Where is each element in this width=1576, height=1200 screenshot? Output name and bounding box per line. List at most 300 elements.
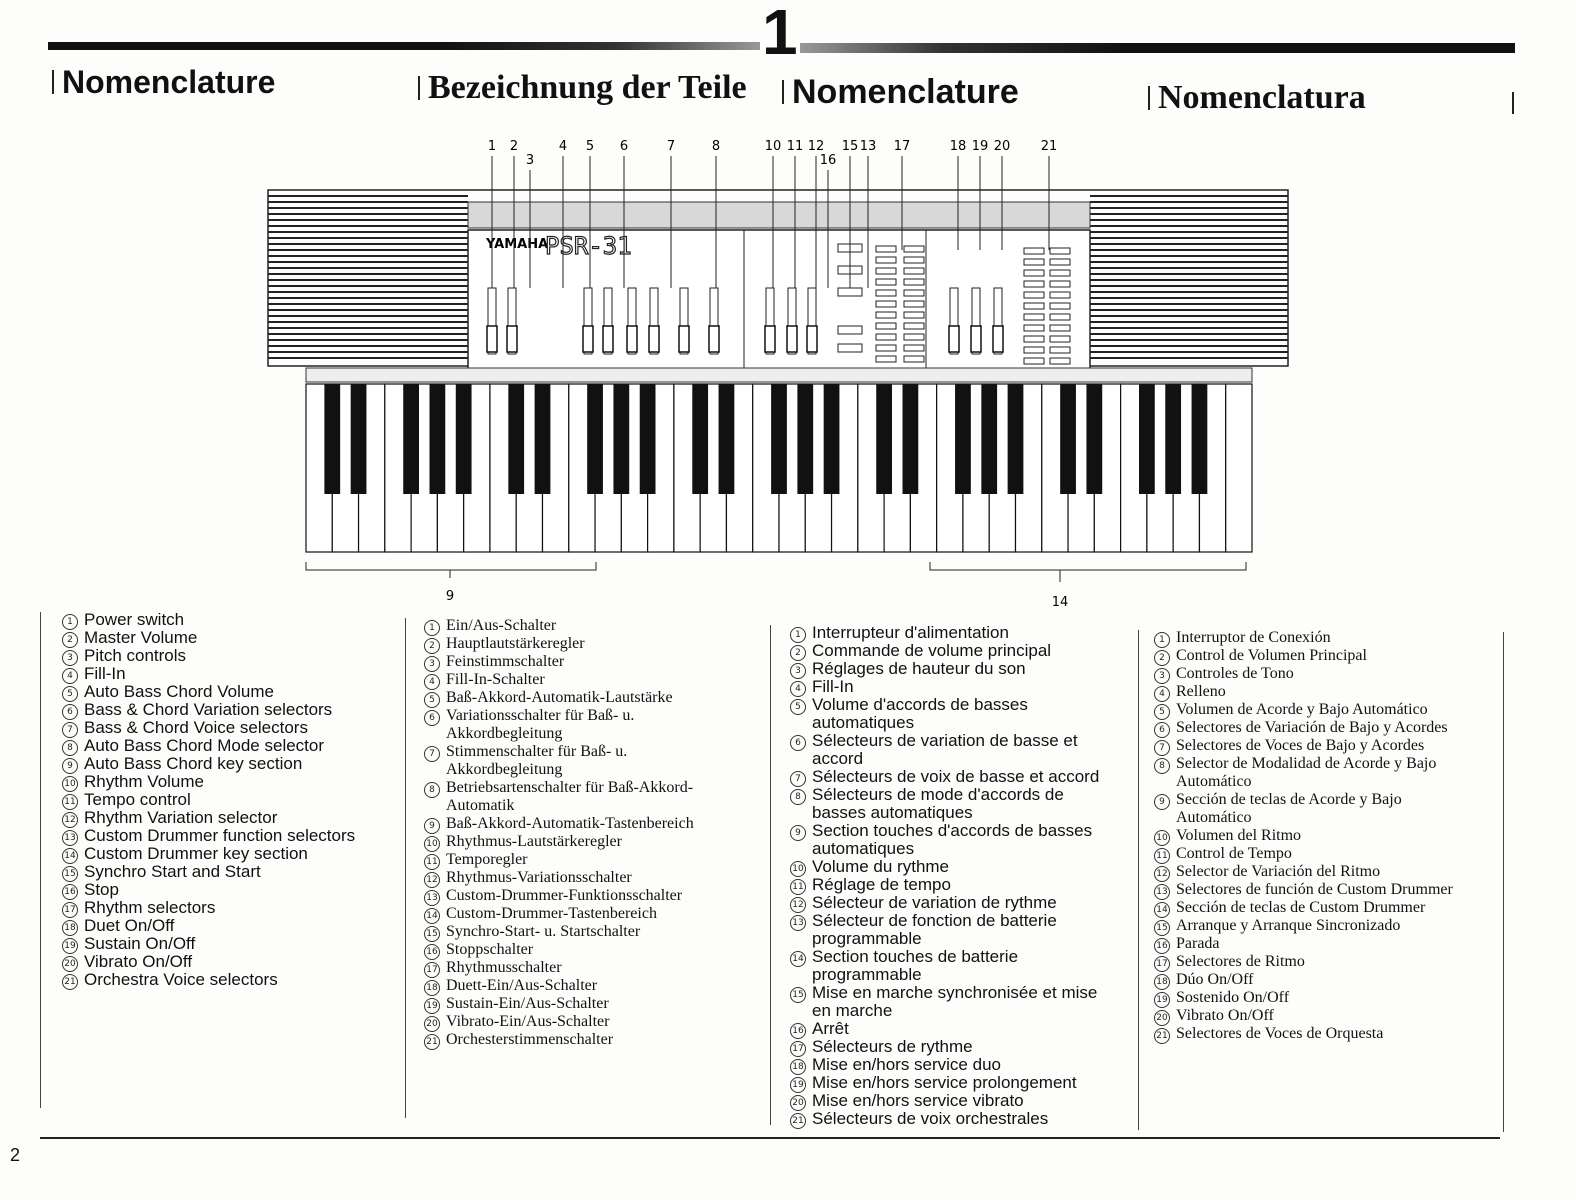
rhythm-button bbox=[904, 323, 924, 329]
column-divider bbox=[405, 618, 406, 1118]
item-label: Tempo control bbox=[84, 790, 191, 809]
item-label: Duet On/Off bbox=[84, 916, 175, 935]
item-number-icon: 5 bbox=[424, 692, 440, 708]
item-number-icon: 17 bbox=[1154, 956, 1170, 972]
orchestra-voice-button bbox=[1050, 292, 1070, 298]
item-label: Volume du rythme bbox=[812, 857, 950, 876]
list-item bbox=[62, 809, 355, 827]
callout-number-label: 15 bbox=[841, 139, 859, 154]
item-label: Stoppschalter bbox=[446, 941, 534, 958]
item-label: Variationsschalter für Baß- u. bbox=[446, 707, 635, 724]
item-number-icon: 11 bbox=[790, 879, 806, 895]
black-key bbox=[324, 384, 340, 494]
orchestra-voice-button bbox=[1024, 347, 1044, 353]
item-number-icon: 1 bbox=[62, 614, 78, 630]
item-number-icon: 8 bbox=[424, 782, 440, 798]
list-item bbox=[790, 858, 1099, 876]
item-label: Selectores de Variación de Bajo y Acordes bbox=[1176, 719, 1448, 736]
black-key bbox=[430, 384, 446, 494]
item-label-continuation: Automático bbox=[1176, 773, 1252, 790]
item-label: Synchro Start and Start bbox=[84, 862, 261, 881]
bracket-section-9 bbox=[306, 562, 596, 578]
item-label: Master Volume bbox=[84, 628, 198, 647]
item-number-icon: 9 bbox=[790, 825, 806, 841]
list-item bbox=[1154, 899, 1453, 917]
item-label-continuation: Automatik bbox=[446, 797, 515, 814]
item-number-icon: 16 bbox=[424, 944, 440, 960]
slider-knob bbox=[487, 326, 497, 352]
orchestra-voice-button bbox=[1050, 270, 1070, 276]
function-button bbox=[838, 326, 862, 334]
item-label: Control de Tempo bbox=[1176, 845, 1292, 862]
rhythm-button bbox=[876, 312, 896, 318]
black-key bbox=[403, 384, 419, 494]
item-number-icon: 1 bbox=[790, 627, 806, 643]
item-number-icon: 21 bbox=[790, 1113, 806, 1129]
model-logo: PSR-31 bbox=[545, 232, 632, 260]
callout-number-label: 21 bbox=[1040, 139, 1058, 154]
list-item bbox=[424, 653, 694, 671]
item-label: Rhythm Volume bbox=[84, 772, 204, 791]
item-number-icon: 6 bbox=[790, 735, 806, 751]
callout-number-label: 7 bbox=[666, 139, 676, 154]
orchestra-voice-button bbox=[1024, 259, 1044, 265]
item-label: Custom-Drummer-Tastenbereich bbox=[446, 905, 657, 922]
item-label: Vibrato On/Off bbox=[1176, 1007, 1274, 1024]
list-item bbox=[62, 773, 355, 791]
item-number-icon: 14 bbox=[1154, 902, 1170, 918]
slider-knob bbox=[507, 326, 517, 352]
list-item bbox=[62, 629, 355, 647]
item-number-icon: 2 bbox=[790, 645, 806, 661]
item-number-icon: 20 bbox=[424, 1016, 440, 1032]
item-label-continuation: automatiques bbox=[812, 713, 915, 732]
item-number-icon: 6 bbox=[62, 704, 78, 720]
item-label: Sélecteur de fonction de batterie bbox=[812, 911, 1057, 930]
item-label: Arrêt bbox=[812, 1019, 849, 1038]
callout-number-label: 18 bbox=[949, 139, 967, 154]
item-number-icon: 18 bbox=[790, 1059, 806, 1075]
orchestra-voice-button bbox=[1050, 347, 1070, 353]
list-item bbox=[62, 953, 355, 971]
item-number-icon: 15 bbox=[424, 926, 440, 942]
black-key bbox=[1060, 384, 1076, 494]
item-number-icon: 7 bbox=[790, 771, 806, 787]
slider-knob bbox=[603, 326, 613, 352]
list-item bbox=[424, 869, 694, 887]
item-label-continuation: accord bbox=[812, 749, 864, 768]
list-item bbox=[424, 617, 694, 635]
list-item bbox=[1154, 917, 1453, 935]
list-item bbox=[1154, 971, 1453, 989]
item-label: Stop bbox=[84, 880, 119, 899]
top-grille-strip bbox=[468, 202, 1090, 228]
list-spanish bbox=[1154, 629, 1453, 1043]
slider-knob bbox=[649, 326, 659, 352]
item-number-icon: 12 bbox=[1154, 866, 1170, 882]
column-edge-mark bbox=[1512, 92, 1514, 114]
list-item bbox=[1154, 935, 1453, 953]
item-label: Vibrato On/Off bbox=[84, 952, 193, 971]
item-label: Sustain On/Off bbox=[84, 934, 196, 953]
list-item bbox=[62, 701, 355, 719]
callout-number-label: 19 bbox=[971, 139, 989, 154]
rhythm-button bbox=[876, 290, 896, 296]
heading-french: Nomenclature bbox=[792, 73, 1019, 111]
black-key bbox=[1008, 384, 1024, 494]
orchestra-voice-button bbox=[1024, 325, 1044, 331]
item-number-icon: 18 bbox=[62, 920, 78, 936]
slider-knob bbox=[807, 326, 817, 352]
callout-number-label: 17 bbox=[893, 139, 911, 154]
item-number-icon: 7 bbox=[1154, 740, 1170, 756]
item-label-continuation: basses automatiques bbox=[812, 803, 973, 822]
bottom-rule bbox=[40, 1137, 1500, 1139]
list-item bbox=[1154, 845, 1453, 863]
black-key bbox=[456, 384, 472, 494]
piano-keys bbox=[306, 384, 1252, 552]
rhythm-button bbox=[904, 334, 924, 340]
orchestra-voice-button bbox=[1024, 248, 1044, 254]
item-number-icon: 8 bbox=[1154, 758, 1170, 774]
list-item bbox=[1154, 989, 1453, 1007]
black-key bbox=[797, 384, 813, 494]
callout-number-label: 2 bbox=[509, 139, 519, 154]
orchestra-voice-button bbox=[1024, 292, 1044, 298]
slider-knob bbox=[971, 326, 981, 352]
list-item bbox=[424, 671, 694, 689]
list-item bbox=[1154, 683, 1453, 701]
heading-spanish: Nomenclatura bbox=[1158, 79, 1366, 116]
item-label: Réglage de tempo bbox=[812, 875, 951, 894]
black-key bbox=[1086, 384, 1102, 494]
item-number-icon: 10 bbox=[1154, 830, 1170, 846]
item-number-icon: 15 bbox=[62, 866, 78, 882]
list-item bbox=[1154, 1025, 1453, 1043]
item-label: Custom-Drummer-Funktionsschalter bbox=[446, 887, 683, 904]
callout-number-label: 9 bbox=[445, 589, 455, 604]
list-item bbox=[790, 1038, 1099, 1056]
orchestra-voice-button bbox=[1050, 314, 1070, 320]
item-label: Sélecteurs de mode d'accords de bbox=[812, 785, 1064, 804]
rhythm-button bbox=[876, 356, 896, 362]
rhythm-button bbox=[876, 246, 896, 252]
item-label: Interrupteur d'alimentation bbox=[812, 623, 1009, 642]
list-german bbox=[424, 617, 694, 1049]
page-number: 2 bbox=[10, 1145, 21, 1165]
item-label: Réglages de hauteur du son bbox=[812, 659, 1026, 678]
item-number-icon: 10 bbox=[424, 836, 440, 852]
item-number-icon: 9 bbox=[62, 758, 78, 774]
item-label: Hauptlautstärkeregler bbox=[446, 635, 585, 652]
item-label: Arranque y Arranque Sincronizado bbox=[1176, 917, 1401, 934]
list-item bbox=[1154, 719, 1453, 737]
list-item bbox=[790, 948, 1099, 984]
rhythm-button bbox=[876, 268, 896, 274]
list-item bbox=[790, 1020, 1099, 1038]
item-number-icon: 4 bbox=[1154, 686, 1170, 702]
heading-english: Nomenclature bbox=[62, 64, 276, 100]
item-number-icon: 10 bbox=[62, 776, 78, 792]
item-number-icon: 19 bbox=[62, 938, 78, 954]
orchestra-voice-button bbox=[1024, 270, 1044, 276]
black-key bbox=[508, 384, 524, 494]
list-item bbox=[424, 923, 694, 941]
item-label: Commande de volume principal bbox=[812, 641, 1052, 660]
item-number-icon: 18 bbox=[1154, 974, 1170, 990]
item-label: Custom Drummer function selectors bbox=[84, 826, 356, 845]
item-label: Bass & Chord Variation selectors bbox=[84, 700, 333, 719]
orchestra-voice-button bbox=[1024, 303, 1044, 309]
list-item bbox=[424, 941, 694, 959]
list-item bbox=[790, 678, 1099, 696]
item-label: Mise en marche synchronisée et mise bbox=[812, 983, 1098, 1002]
item-number-icon: 2 bbox=[424, 638, 440, 654]
list-item bbox=[1154, 629, 1453, 647]
item-label: Volumen de Acorde y Bajo Automático bbox=[1176, 701, 1428, 718]
item-number-icon: 13 bbox=[790, 915, 806, 931]
list-item bbox=[424, 833, 694, 851]
list-item bbox=[62, 737, 355, 755]
item-number-icon: 20 bbox=[62, 956, 78, 972]
item-label: Vibrato-Ein/Aus-Schalter bbox=[446, 1013, 610, 1030]
list-item bbox=[1154, 827, 1453, 845]
list-item bbox=[62, 917, 355, 935]
list-item bbox=[790, 876, 1099, 894]
black-key bbox=[824, 384, 840, 494]
black-key bbox=[876, 384, 892, 494]
item-label: Betriebsartenschalter für Baß-Akkord- bbox=[446, 779, 694, 796]
rhythm-button bbox=[904, 279, 924, 285]
list-item bbox=[1154, 881, 1453, 899]
slider-knob bbox=[627, 326, 637, 352]
item-label: Control de Volumen Principal bbox=[1176, 647, 1367, 664]
list-item bbox=[62, 863, 355, 881]
item-number-icon: 3 bbox=[62, 650, 78, 666]
item-number-icon: 19 bbox=[1154, 992, 1170, 1008]
item-number-icon: 21 bbox=[62, 974, 78, 990]
item-label-continuation: automatiques bbox=[812, 839, 915, 858]
list-item bbox=[62, 683, 355, 701]
item-label: Selector de Variación del Ritmo bbox=[1176, 863, 1381, 880]
item-label: Fill-In bbox=[84, 664, 126, 683]
item-number-icon: 6 bbox=[1154, 722, 1170, 738]
list-item bbox=[424, 635, 694, 653]
list-item bbox=[424, 689, 694, 707]
rhythm-button bbox=[904, 290, 924, 296]
black-key bbox=[903, 384, 919, 494]
callout-number-label: 16 bbox=[819, 153, 837, 168]
list-item bbox=[790, 984, 1099, 1020]
top-rule-right bbox=[800, 43, 1515, 53]
item-label: Rhythmusschalter bbox=[446, 959, 562, 976]
item-number-icon: 8 bbox=[790, 789, 806, 805]
item-number-icon: 20 bbox=[790, 1095, 806, 1111]
item-number-icon: 3 bbox=[790, 663, 806, 679]
item-label: Sélecteur de variation de rythme bbox=[812, 893, 1057, 912]
black-key bbox=[771, 384, 787, 494]
black-key bbox=[1192, 384, 1208, 494]
item-label: Rhythmus-Variationsschalter bbox=[446, 869, 632, 886]
list-item bbox=[1154, 1007, 1453, 1025]
orchestra-voice-button bbox=[1024, 281, 1044, 287]
rhythm-button bbox=[904, 246, 924, 252]
item-label: Sustain-Ein/Aus-Schalter bbox=[446, 995, 609, 1012]
item-label: Feinstimmschalter bbox=[446, 653, 565, 670]
list-item bbox=[790, 912, 1099, 948]
item-number-icon: 5 bbox=[62, 686, 78, 702]
orchestra-voice-button bbox=[1024, 358, 1044, 364]
item-number-icon: 10 bbox=[790, 861, 806, 877]
item-label: Rhythmus-Lautstärkeregler bbox=[446, 833, 622, 850]
speaker-grille-left bbox=[268, 196, 468, 358]
list-item bbox=[1154, 647, 1453, 665]
item-label: Synchro-Start- u. Startschalter bbox=[446, 923, 641, 940]
key-label-strip bbox=[306, 368, 1252, 382]
list-item bbox=[1154, 791, 1453, 827]
callout-number-label: 8 bbox=[711, 139, 721, 154]
item-label: Mise en/hors service prolongement bbox=[812, 1073, 1077, 1092]
rhythm-button bbox=[904, 312, 924, 318]
item-label: Orchestra Voice selectors bbox=[84, 970, 278, 989]
column-divider bbox=[1138, 630, 1139, 1130]
rhythm-button bbox=[876, 301, 896, 307]
list-item bbox=[62, 755, 355, 773]
item-number-icon: 4 bbox=[424, 674, 440, 690]
orchestra-voice-button bbox=[1050, 336, 1070, 342]
function-button bbox=[838, 344, 862, 352]
item-number-icon: 5 bbox=[1154, 704, 1170, 720]
item-label: Orchesterstimmenschalter bbox=[446, 1031, 614, 1048]
list-item bbox=[62, 899, 355, 917]
list-item bbox=[62, 611, 355, 629]
orchestra-voice-button bbox=[1050, 259, 1070, 265]
item-label: Volume d'accords de basses bbox=[812, 695, 1028, 714]
list-item bbox=[424, 1031, 694, 1049]
item-label: Relleno bbox=[1176, 683, 1226, 700]
callout-number-label: 4 bbox=[558, 139, 568, 154]
list-item bbox=[424, 815, 694, 833]
rhythm-button bbox=[904, 345, 924, 351]
column-divider bbox=[770, 625, 771, 1125]
list-item bbox=[62, 719, 355, 737]
callout-number-label: 11 bbox=[786, 139, 804, 154]
black-key bbox=[955, 384, 971, 494]
item-label: Custom Drummer key section bbox=[84, 844, 308, 863]
item-label: Sélecteurs de voix de basse et accord bbox=[812, 767, 1100, 786]
item-number-icon: 11 bbox=[62, 794, 78, 810]
list-item bbox=[790, 1092, 1099, 1110]
item-number-icon: 4 bbox=[62, 668, 78, 684]
list-item bbox=[62, 845, 355, 863]
item-label: Stimmenschalter für Baß- u. bbox=[446, 743, 628, 760]
list-item bbox=[424, 995, 694, 1013]
rhythm-button bbox=[876, 279, 896, 285]
item-number-icon: 1 bbox=[1154, 632, 1170, 648]
item-number-icon: 8 bbox=[62, 740, 78, 756]
list-item bbox=[62, 971, 355, 989]
list-item bbox=[62, 827, 355, 845]
rhythm-button bbox=[876, 334, 896, 340]
black-key bbox=[1165, 384, 1181, 494]
item-number-icon: 21 bbox=[424, 1034, 440, 1050]
item-number-icon: 12 bbox=[790, 897, 806, 913]
item-number-icon: 21 bbox=[1154, 1028, 1170, 1044]
bracket-section-14 bbox=[930, 562, 1246, 582]
list-item bbox=[790, 786, 1099, 822]
column-divider bbox=[40, 612, 41, 1108]
list-item bbox=[790, 642, 1099, 660]
item-number-icon: 18 bbox=[424, 980, 440, 996]
list-english bbox=[62, 611, 355, 989]
list-item bbox=[790, 894, 1099, 912]
list-item bbox=[790, 660, 1099, 678]
item-label: Sección de teclas de Custom Drummer bbox=[1176, 899, 1426, 916]
list-item bbox=[424, 977, 694, 995]
item-label: Fill-In bbox=[812, 677, 854, 696]
keyboard-diagram bbox=[0, 130, 1576, 610]
list-item bbox=[62, 881, 355, 899]
item-label: Pitch controls bbox=[84, 646, 187, 665]
item-label: Power switch bbox=[84, 610, 185, 629]
list-french bbox=[790, 624, 1099, 1128]
item-number-icon: 5 bbox=[790, 699, 806, 715]
item-number-icon: 14 bbox=[62, 848, 78, 864]
list-item bbox=[790, 822, 1099, 858]
item-label-continuation: Akkordbegleitung bbox=[446, 725, 563, 742]
item-number-icon: 13 bbox=[1154, 884, 1170, 900]
item-label: Selectores de Ritmo bbox=[1176, 953, 1305, 970]
list-item bbox=[424, 779, 694, 815]
list-item bbox=[62, 935, 355, 953]
callout-number-label: 3 bbox=[525, 153, 535, 168]
slider-knob bbox=[583, 326, 593, 352]
item-number-icon: 15 bbox=[1154, 920, 1170, 936]
rhythm-button bbox=[876, 323, 896, 329]
black-key bbox=[613, 384, 629, 494]
item-label: Dúo On/Off bbox=[1176, 971, 1254, 988]
callout-number-label: 20 bbox=[993, 139, 1011, 154]
item-label: Mise en/hors service vibrato bbox=[812, 1091, 1024, 1110]
orchestra-voice-button bbox=[1050, 325, 1070, 331]
item-label-continuation: programmable bbox=[812, 965, 922, 984]
item-label: Selector de Modalidad de Acorde y Bajo bbox=[1176, 755, 1437, 772]
orchestra-voice-button bbox=[1024, 336, 1044, 342]
orchestra-voice-button bbox=[1024, 314, 1044, 320]
item-number-icon: 1 bbox=[424, 620, 440, 636]
list-item bbox=[1154, 701, 1453, 719]
list-item bbox=[62, 665, 355, 683]
callout-number-label: 1 bbox=[487, 139, 497, 154]
rhythm-button bbox=[904, 356, 924, 362]
list-item bbox=[424, 743, 694, 779]
item-label: Mise en/hors service duo bbox=[812, 1055, 1001, 1074]
callout-number-label: 12 bbox=[807, 139, 825, 154]
item-label-continuation: programmable bbox=[812, 929, 922, 948]
item-number-icon: 19 bbox=[790, 1077, 806, 1093]
item-number-icon: 3 bbox=[1154, 668, 1170, 684]
item-label: Volumen del Ritmo bbox=[1176, 827, 1302, 844]
item-label: Parada bbox=[1176, 935, 1220, 952]
item-number-icon: 2 bbox=[62, 632, 78, 648]
item-number-icon: 9 bbox=[1154, 794, 1170, 810]
list-item bbox=[790, 732, 1099, 768]
brand-logo: YAMAHA bbox=[486, 237, 549, 252]
speaker-grille-right bbox=[1090, 196, 1288, 358]
rhythm-button bbox=[876, 345, 896, 351]
black-key bbox=[1139, 384, 1155, 494]
white-key bbox=[1226, 384, 1252, 552]
